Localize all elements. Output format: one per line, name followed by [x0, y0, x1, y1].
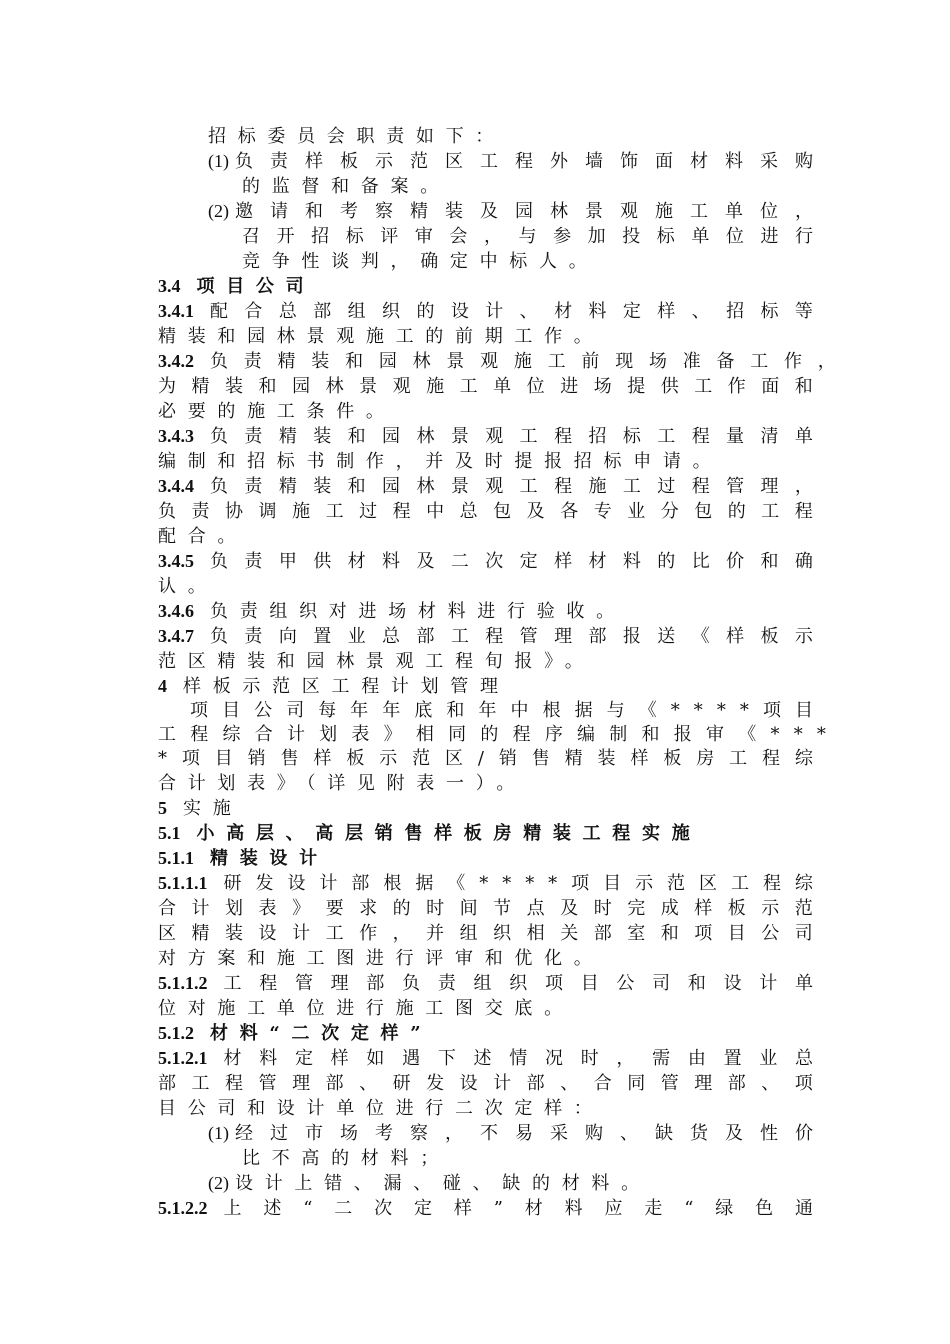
- line-text: 召 开 招 标 评 审 会 ， 与 参 加 投 标 单 位 进 行: [242, 226, 813, 247]
- line-text: 项 目 公 司 每 年 年 底 和 年 中 根 据 与 《 * * * * 项 目: [190, 700, 813, 721]
- line-3: [208, 199, 813, 224]
- line-30: [158, 871, 813, 896]
- line-21: [158, 649, 813, 674]
- line-text: 负 责 甲 供 材 料 及 二 次 定 样 材 料 的 比 价 和 确: [210, 551, 813, 572]
- line-14: [158, 474, 813, 499]
- line-11: [158, 399, 813, 424]
- item-marker: (2): [208, 1173, 229, 1193]
- line-text: 区 精 装 设 计 工 作 ， 并 组 织 相 关 部 室 和 项 目 公 司: [158, 923, 813, 944]
- line-31: [158, 896, 813, 921]
- line-text: 邀 请 和 考 察 精 装 及 园 林 景 观 施 工 单 位 ，: [235, 201, 813, 222]
- line-27: [158, 796, 813, 821]
- line-text: 负 责 向 置 业 总 部 工 程 管 理 部 报 送 《 样 板 示: [210, 626, 813, 647]
- section-number: 3.4.3: [158, 426, 194, 446]
- line-text: 范区精装和园林景观工程旬报》。: [158, 651, 595, 672]
- line-text: 位对施工单位进行施工图交底。: [158, 998, 574, 1019]
- line-29: [158, 846, 813, 871]
- line-9: [158, 349, 836, 374]
- section-number: 5.1.2.2: [158, 1198, 208, 1218]
- line-text: 上 述 “ 二 次 定 样 ” 材 料 应 走 “ 绿 色 通: [223, 1198, 813, 1219]
- line-text: 必要的施工条件。: [158, 401, 396, 422]
- line-text: 配合。: [158, 526, 248, 547]
- line-20: [158, 624, 813, 649]
- section-number: 5.1.1: [158, 848, 194, 868]
- line-13: [158, 449, 813, 474]
- section-heading: 精装设计: [210, 848, 329, 869]
- line-text: 负 责 精 装 和 园 林 景 观 施 工 前 现 场 准 备 工 作 ，: [210, 351, 836, 372]
- line-6: [158, 274, 813, 299]
- section-number: 5.1.2.1: [158, 1048, 208, 1068]
- section-number: 3.4: [158, 276, 181, 296]
- item-marker: (1): [208, 151, 229, 171]
- line-text: 经 过 市 场 考 察 ， 不 易 采 购 、 缺 货 及 性 价: [235, 1123, 813, 1144]
- line-text: 工 程 管 理 部 负 责 组 织 项 目 公 司 和 设 计 单: [223, 973, 813, 994]
- section-heading: 样板示范区工程计划管理: [183, 676, 510, 697]
- line-text: 编制和招标书制作，并及时提报招标申请。: [158, 451, 723, 472]
- line-37: [158, 1046, 813, 1071]
- line-32: [158, 921, 813, 946]
- line-10: [158, 374, 813, 399]
- section-heading: 项目公司: [196, 276, 316, 297]
- line-4: [242, 224, 813, 249]
- line-text: 比不高的材料；: [242, 1148, 450, 1169]
- line-34: [158, 971, 813, 996]
- line-text: 对方案和施工图进行评审和优化。: [158, 948, 604, 969]
- line-text: 认。: [158, 576, 218, 597]
- line-text: 负 责 协 调 施 工 过 程 中 总 包 及 各 专 业 分 包 的 工 程: [158, 501, 813, 522]
- line-17: [158, 549, 813, 574]
- section-number: 4: [158, 676, 167, 696]
- line-7: [158, 299, 813, 324]
- item-marker: (2): [208, 201, 229, 221]
- line-43: [158, 1196, 813, 1221]
- section-number: 5.1: [158, 823, 181, 843]
- line-19: [158, 599, 813, 624]
- line-40: [208, 1121, 813, 1146]
- section-number: 3.4.2: [158, 351, 194, 371]
- section-heading: 小高层、高层销售样板房精装工程实施: [196, 823, 702, 844]
- line-text: 招标委员会职责如下：: [208, 126, 505, 147]
- line-text: 的监督和备案。: [242, 176, 450, 197]
- line-text: 精装和园林景观施工的前期工作。: [158, 326, 604, 347]
- line-0: [208, 124, 813, 149]
- line-25: [158, 746, 813, 771]
- section-number: 5.1.2: [158, 1023, 194, 1043]
- line-text: 竞争性谈判，确定中标人。: [242, 251, 599, 272]
- line-text: 材 料 定 样 如 遇 下 述 情 况 时 ， 需 由 置 业 总: [223, 1048, 813, 1069]
- line-text: 负 责 精 装 和 园 林 景 观 工 程 招 标 工 程 量 清 单: [210, 426, 813, 447]
- line-18: [158, 574, 813, 599]
- line-12: [158, 424, 813, 449]
- section-heading: 实施: [183, 798, 243, 819]
- line-text: 合 计 划 表 》 要 求 的 时 间 节 点 及 时 完 成 样 板 示 范: [158, 898, 813, 919]
- section-number: 3.4.4: [158, 476, 194, 496]
- line-5: [242, 249, 813, 274]
- line-39: [158, 1096, 813, 1121]
- line-text: 研 发 设 计 部 根 据 《 * * * * 项 目 示 范 区 工 程 综: [223, 873, 813, 894]
- line-33: [158, 946, 813, 971]
- line-text: 配 合 总 部 组 织 的 设 计 、 材 料 定 样 、 招 标 等: [210, 301, 813, 322]
- line-38: [158, 1071, 813, 1096]
- line-text: * 项 目 销 售 样 板 示 范 区 / 销 售 精 装 样 板 房 工 程 综: [158, 748, 813, 769]
- line-8: [158, 324, 813, 349]
- section-number: 5.1.1.2: [158, 973, 208, 993]
- line-15: [158, 499, 813, 524]
- line-text: 合计划表》（详见附表一）。: [158, 773, 527, 794]
- section-number: 5: [158, 798, 167, 818]
- line-22: [158, 674, 813, 699]
- section-number: 3.4.1: [158, 301, 194, 321]
- section-heading: 材料“二次定样”: [210, 1023, 433, 1044]
- line-28: [158, 821, 813, 846]
- line-2: [242, 174, 813, 199]
- section-number: 5.1.1.1: [158, 873, 208, 893]
- line-text: 目公司和设计单位进行二次定样：: [158, 1098, 604, 1119]
- line-36: [158, 1021, 813, 1046]
- line-26: [158, 771, 813, 796]
- line-text: 负 责 精 装 和 园 林 景 观 工 程 施 工 过 程 管 理 ，: [210, 476, 813, 497]
- section-number: 3.4.7: [158, 626, 194, 646]
- item-marker: (1): [208, 1123, 229, 1143]
- line-24: [158, 722, 826, 747]
- line-text: 为 精 装 和 园 林 景 观 施 工 单 位 进 场 提 供 工 作 面 和: [158, 376, 813, 397]
- line-23: [158, 698, 813, 723]
- line-text: 设计上错、漏、碰、缺的材料。: [235, 1173, 651, 1194]
- line-16: [158, 524, 813, 549]
- line-42: [208, 1171, 813, 1196]
- line-41: [242, 1146, 813, 1171]
- section-number: 3.4.6: [158, 601, 194, 621]
- section-number: 3.4.5: [158, 551, 194, 571]
- line-1: [208, 149, 813, 174]
- line-text: 负责组织对进场材料进行验收。: [210, 601, 626, 622]
- line-text: 部 工 程 管 理 部 、 研 发 设 计 部 、 合 同 管 理 部 、 项: [158, 1073, 813, 1094]
- line-35: [158, 996, 813, 1021]
- line-text: 工 程 综 合 计 划 表 》 相 同 的 程 序 编 制 和 报 审 《 * * *: [158, 724, 826, 745]
- line-text: 负 责 样 板 示 范 区 工 程 外 墙 饰 面 材 料 采 购: [235, 151, 813, 172]
